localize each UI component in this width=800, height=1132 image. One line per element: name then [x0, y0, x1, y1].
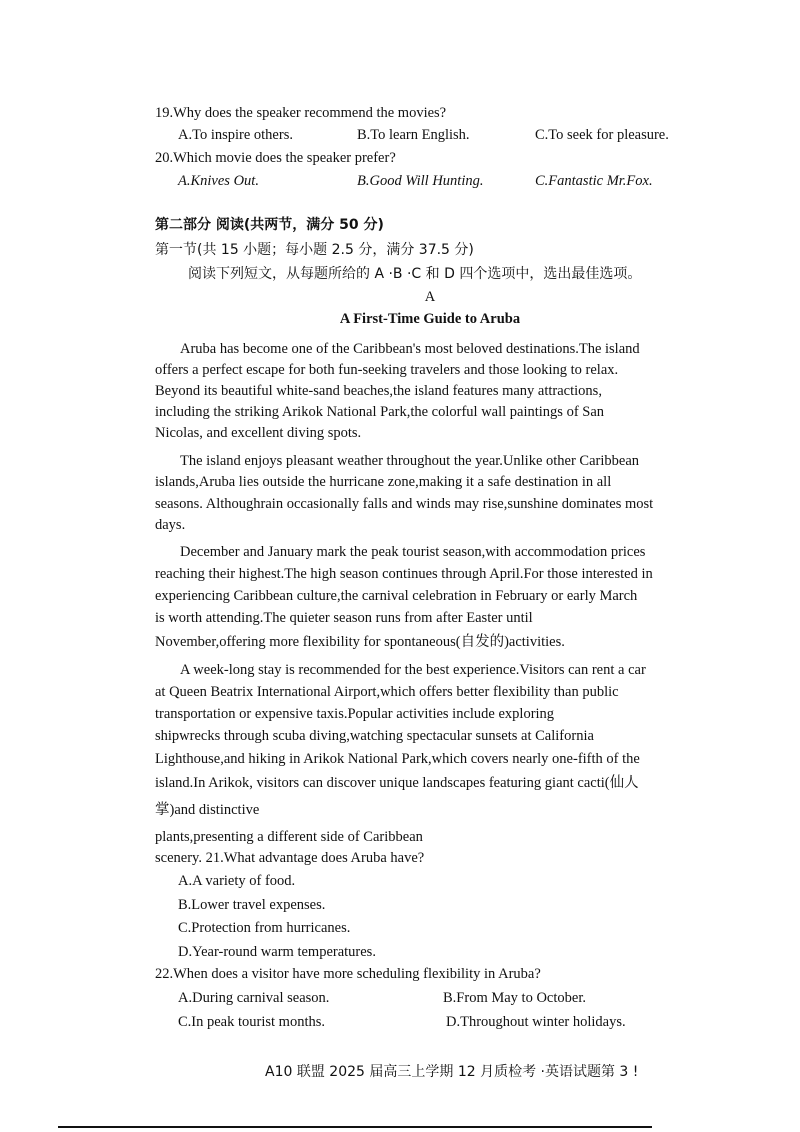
passage-line: including the striking Arikok National Park,the colorful wall paintings of San — [155, 404, 605, 420]
q22-option-b: B.From May to October. — [443, 990, 586, 1006]
passage-label: A — [424, 289, 436, 305]
reading-instruction: 阅读下列短文，从每题所给的 A ·B ·C 和 D 四个选项中，选出最佳选项。 — [188, 266, 642, 282]
q22-option-c: C.In peak tourist months. — [178, 1014, 326, 1030]
passage-line: A week-long stay is recommended for the best experience.Visitors can rent a car — [180, 662, 646, 678]
passage-line: scenery. 21.What advantage does Aruba have? — [155, 850, 425, 866]
bottom-rule — [58, 1126, 652, 1128]
passage-line: at Queen Beatrix International Airport,which offers better flexibility than public — [155, 684, 619, 700]
passage-line: islands,Aruba lies outside the hurricane zone,making it a safe destination in all — [155, 474, 612, 490]
passage-line: reaching their highest.The high season continues through April.For those interested in — [155, 566, 653, 582]
passage-line: island.In Arikok, visitors can discover unique landscapes featuring giant cacti(仙人 — [155, 775, 639, 791]
q19-option-b: B.To learn English. — [357, 127, 470, 143]
q21-option-a: A.A variety of food. — [178, 873, 296, 889]
passage-line: is worth attending.The quieter season runs from after Easter until — [155, 610, 533, 626]
q22-option-a: A.During carnival season. — [178, 990, 330, 1006]
section1-heading: 第一节(共 15 小题；每小题 2.5 分，满分 37.5 分) — [155, 242, 474, 258]
q20-option-b: B.Good Will Hunting. — [357, 173, 484, 189]
passage-line: 掌)and distinctive — [155, 802, 260, 818]
passage-line: plants,presenting a different side of Caribbean — [155, 829, 423, 845]
part2-heading: 第二部分 阅读(共两节，满分 50 分) — [155, 217, 384, 233]
q19-option-c: C.To seek for pleasure. — [535, 127, 669, 143]
passage-line: transportation or expensive taxis.Popular activities include exploring — [155, 706, 555, 722]
passage-line: Beyond its beautiful white-sand beaches,the island features many attractions, — [155, 383, 602, 399]
q21-option-b: B.Lower travel expenses. — [178, 897, 326, 913]
q20-option-a: A.Knives Out. — [178, 173, 259, 189]
q20-stem: 20.Which movie does the speaker prefer? — [155, 150, 396, 166]
passage-line: days. — [155, 517, 186, 533]
q19-option-a: A.To inspire others. — [178, 127, 293, 143]
passage-line: Nicolas, and excellent diving spots. — [155, 425, 362, 441]
passage-line: Lighthouse,and hiking in Arikok National Park,which covers nearly one-fifth of the — [155, 751, 640, 767]
passage-line: November,offering more flexibility for spontaneous(自发的)activities. — [155, 634, 565, 650]
passage-line: December and January mark the peak tourist season,with accommodation prices — [180, 544, 646, 560]
page-footer: A10 联盟 2025 届高三上学期 12 月质检考 ·英语试题第 3 ! — [265, 1064, 639, 1080]
q22-stem: 22.When does a visitor have more scheduling flexibility in Aruba? — [155, 966, 541, 982]
passage-title: A First-Time Guide to Aruba — [339, 311, 521, 327]
q22-option-d: D.Throughout winter holidays. — [446, 1014, 626, 1030]
passage-line: Aruba has become one of the Caribbean's most beloved destinations.The island — [180, 341, 640, 357]
passage-line: offers a perfect escape for both fun-seeking travelers and those looking to relax. — [155, 362, 619, 378]
passage-line: The island enjoys pleasant weather throughout the year.Unlike other Caribbean — [180, 453, 640, 469]
q20-option-c: C.Fantastic Mr.Fox. — [535, 173, 653, 189]
q21-option-d: D.Year-round warm temperatures. — [178, 944, 376, 960]
q19-stem: 19.Why does the speaker recommend the movies? — [155, 105, 447, 121]
passage-line: shipwrecks through scuba diving,watching spectacular sunsets at California — [155, 728, 594, 744]
passage-line: seasons. Althoughrain occasionally falls and winds may rise,sunshine dominates most — [155, 496, 654, 512]
q21-option-c: C.Protection from hurricanes. — [178, 920, 351, 936]
passage-line: experiencing Caribbean culture,the carnival celebration in February or early March — [155, 588, 638, 604]
